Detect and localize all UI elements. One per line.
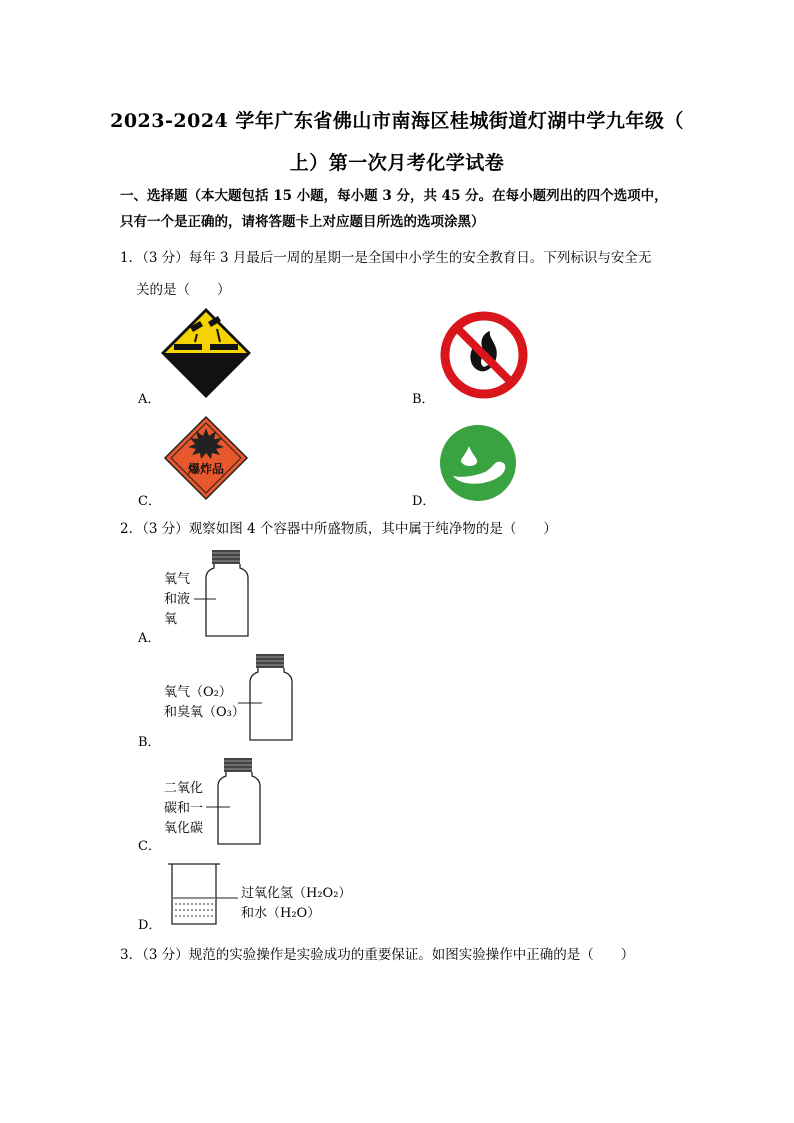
gas-bottle-a-icon <box>194 548 254 640</box>
q1-option-d[interactable]: D． <box>412 494 436 509</box>
q2-option-b[interactable]: B． <box>138 735 161 750</box>
section-heading-line1: 一、选择题（本大题包括 15 小题，每小题 3 分，共 45 分。在每小题列出的四个选项中， <box>120 188 668 204</box>
explosive-sign-icon <box>164 416 248 500</box>
exam-title-line1: 2023-2024 学年广东省佛山市南海区桂城街道灯湖中学九年级（ <box>110 110 684 132</box>
q2-c-label-line3: 氧化碳 <box>164 821 204 836</box>
q2-c-label-line1: 二氧化 <box>164 781 204 796</box>
q2-d-label-line1: 过氧化氢（H₂O₂） <box>241 886 352 901</box>
corrosive-sign-icon <box>160 307 252 399</box>
q2-a-label <box>164 570 190 630</box>
q2-option-a[interactable]: A． <box>138 631 161 646</box>
section-heading-line2: 只有一个是正确的，请将答题卡上对应题目所选的选项涂黑） <box>120 214 485 230</box>
q1-option-b[interactable]: B． <box>412 392 435 407</box>
q2-d-label-line2: 和水（H₂O） <box>241 906 321 921</box>
question-1-stem-line2: 关的是（ ） <box>136 282 231 298</box>
q2-c-label-line2: 碳和一 <box>164 801 204 816</box>
question-2-stem: 2．（3 分）观察如图 4 个容器中所盛物质，其中属于纯净物的是（ ） <box>120 521 557 537</box>
q2-a-label-line3: 氧 <box>164 612 178 627</box>
q2-c-label <box>164 779 203 839</box>
no-fire-sign-icon <box>440 311 528 399</box>
q2-option-c[interactable]: C． <box>138 839 161 854</box>
question-3-stem: 3．（3 分）规范的实验操作是实验成功的重要保证。如图实验操作中正确的是（ ） <box>120 947 635 963</box>
q2-option-d[interactable]: D． <box>138 918 162 933</box>
gas-bottle-c-icon <box>206 756 266 848</box>
q2-a-label-line1: 氧气 <box>164 572 191 587</box>
q2-a-label-line2: 和液 <box>164 592 191 607</box>
q2-b-label <box>164 683 245 723</box>
exam-title-line2: 上）第一次月考化学试卷 <box>289 152 505 174</box>
q2-d-label <box>241 884 351 924</box>
question-1-stem-line1: 1．（3 分）每年 3 月最后一周的星期一是全国中小学生的安全教育日。下列标识与安全无 <box>120 250 652 266</box>
gas-bottle-b-icon <box>238 652 298 744</box>
explosive-sign-text: 爆炸品 <box>187 462 225 476</box>
q1-option-a[interactable]: A． <box>138 392 161 407</box>
q2-b-label-line2: 和臭氧（O₃） <box>164 705 245 720</box>
beaker-d-icon <box>166 862 246 926</box>
water-saving-sign-icon <box>439 424 517 502</box>
q1-option-c[interactable]: C． <box>138 494 161 509</box>
q2-b-label-line1: 氧气（O₂） <box>164 685 232 700</box>
